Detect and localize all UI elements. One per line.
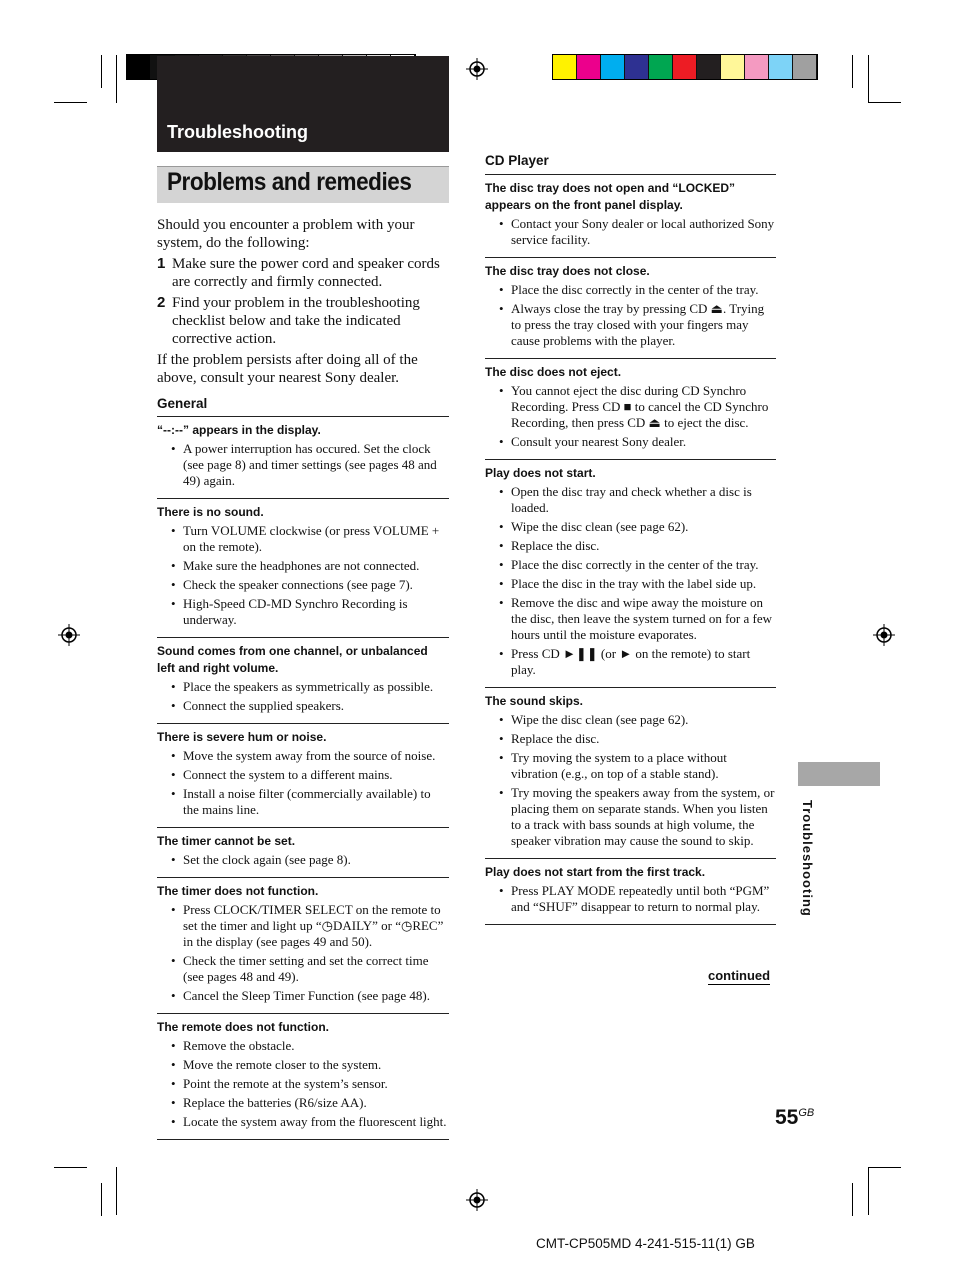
color-swatch (625, 55, 649, 79)
remedy-item: • Place the disc correctly in the center of the tray. (485, 557, 776, 573)
remedy-list (485, 216, 776, 248)
remedy-item: • Replace the disc. (485, 731, 776, 747)
remedy-list (485, 712, 776, 849)
remedy-item: • Connect the supplied speakers. (157, 698, 449, 714)
remedy-item: • Install a noise filter (commercially available) to the mains line. (157, 786, 449, 818)
page-number-suffix: GB (798, 1107, 815, 1119)
remedy-item: • Locate the system away from the fluorescent light. (157, 1114, 449, 1130)
remedy-list (485, 383, 776, 450)
problem-heading: The timer does not function. (157, 884, 319, 898)
general-problem-list (157, 417, 449, 1140)
color-swatch (127, 55, 151, 79)
remedy-item: • Wipe the disc clean (see page 62). (485, 712, 776, 728)
remedy-item: • Press CD ►❚❚ (or ► on the remote) to start play. (485, 646, 776, 678)
problem-block (157, 828, 449, 878)
problem-block (157, 638, 449, 724)
remedy-list (485, 484, 776, 678)
remedy-item: • Consult your nearest Sony dealer. (485, 434, 776, 450)
crop-mark (868, 102, 901, 103)
problem-heading: The sound skips. (485, 694, 584, 708)
problem-block (485, 460, 776, 688)
side-tab-label: Troubleshooting (800, 800, 815, 917)
remedy-item: • Try moving the system to a place without vibration (e.g., on top of a stable stand). (485, 750, 776, 782)
remedy-item: • Place the disc correctly in the center of the tray. (485, 282, 776, 298)
color-calibration-bar (552, 54, 818, 80)
remedy-item: • Always close the tray by pressing CD ⏏. Trying to press the tray closed with your fingers may cause problems with the player. (485, 301, 776, 349)
crop-mark (868, 1167, 901, 1168)
remedy-item: • Check the timer setting and set the correct time (see pages 48 and 49). (157, 953, 449, 985)
problem-block (485, 175, 776, 258)
remedy-item: • Open the disc tray and check whether a disc is loaded. (485, 484, 776, 516)
continued-label: continued (708, 968, 771, 983)
color-swatch (673, 55, 697, 79)
footer-code: CMT-CP505MD 4-241-515-11(1) GB (536, 1236, 755, 1251)
color-swatch (577, 55, 601, 79)
remedy-list (157, 679, 449, 714)
remedy-item: • Replace the batteries (R6/size AA). (157, 1095, 449, 1111)
crop-mark (101, 55, 102, 88)
remedy-item: • Contact your Sony dealer or local authorized Sony service facility. (485, 216, 776, 248)
problem-block (157, 724, 449, 828)
problem-block (157, 499, 449, 638)
remedy-item: • Check the speaker connections (see page 7). (157, 577, 449, 593)
problem-block (485, 258, 776, 359)
step-2 (157, 294, 449, 348)
remedy-list (157, 852, 449, 868)
problem-heading: The remote does not function. (157, 1020, 330, 1034)
left-column (157, 216, 449, 1140)
problem-heading: The timer cannot be set. (157, 834, 296, 848)
crop-mark (54, 1167, 87, 1168)
problem-heading: Play does not start from the first track. (485, 865, 706, 879)
step-text: Find your problem in the troubleshooting checklist below and take the indicated corrective action. (172, 295, 420, 347)
remedy-list (485, 282, 776, 349)
remedy-item: • Press PLAY MODE repeatedly until both “PGM” and “SHUF” disappear to return to normal play. (485, 883, 776, 915)
remedy-item: • Move the system away from the source of noise. (157, 748, 449, 764)
crop-mark (868, 1167, 869, 1215)
crop-mark (852, 55, 853, 88)
remedy-item: • Press CLOCK/TIMER SELECT on the remote to set the timer and light up “◷DAILY” or “◷REC” in the display (see pages 49 and 50). (157, 902, 449, 950)
remedy-item: • Connect the system to a different mains. (157, 767, 449, 783)
registration-mark-icon (58, 624, 80, 646)
remedy-item: • You cannot eject the disc during CD Synchro Recording. Press CD ■ to cancel the CD Synchro Recording, then press CD ⏏ to eject the disc. (485, 383, 776, 431)
side-tab (798, 762, 880, 786)
problem-block (157, 417, 449, 499)
right-column (485, 153, 776, 925)
remedy-item: • Turn VOLUME clockwise (or press VOLUME + on the remote). (157, 523, 449, 555)
step-number: 1 (157, 255, 166, 272)
intro-lead: Should you encounter a problem with your system, do the following: (157, 217, 415, 251)
color-swatch (793, 55, 817, 79)
step-number: 2 (157, 294, 166, 311)
step-1 (157, 255, 449, 291)
problem-heading: There is no sound. (157, 505, 264, 519)
remedy-item: • Make sure the headphones are not connected. (157, 558, 449, 574)
remedy-item: • A power interruption has occured. Set the clock (see page 8) and timer settings (see pages 48 and 49) again. (157, 441, 449, 489)
remedy-item: • Remove the disc and wipe away the moisture on the disc, then leave the system turned on for a few hours until the moisture evaporates. (485, 595, 776, 643)
problem-heading: The disc tray does not close. (485, 264, 650, 278)
registration-mark-icon (466, 58, 488, 80)
crop-mark (116, 1167, 117, 1215)
step-text: Make sure the power cord and speaker cords are correctly and firmly connected. (172, 256, 440, 290)
remedy-item: • Set the clock again (see page 8). (157, 852, 449, 868)
crop-mark (852, 1183, 853, 1216)
remedy-list (157, 523, 449, 628)
problem-heading: There is severe hum or noise. (157, 730, 327, 744)
intro-closing: If the problem persists after doing all of the above, consult your nearest Sony dealer. (157, 352, 418, 386)
problem-heading: The disc tray does not open and “LOCKED” appears on the front panel display. (485, 181, 736, 212)
problem-block (157, 1014, 449, 1140)
section-title: Troubleshooting (167, 122, 308, 142)
color-swatch (697, 55, 721, 79)
registration-mark-icon (466, 1189, 488, 1211)
remedy-list (157, 748, 449, 818)
problem-block (157, 878, 449, 1014)
remedy-list (157, 902, 449, 1004)
remedy-item: • Point the remote at the system’s sensor. (157, 1076, 449, 1092)
remedy-item: • Cancel the Sleep Timer Function (see page 48). (157, 988, 449, 1004)
general-heading: General (157, 396, 208, 411)
remedy-list (157, 1038, 449, 1130)
color-swatch (721, 55, 745, 79)
remedy-item: • High-Speed CD-MD Synchro Recording is underway. (157, 596, 449, 628)
page-number (775, 1106, 814, 1130)
remedy-list (157, 441, 449, 489)
remedy-item: • Try moving the speakers away from the system, or placing them on separate stands. When you listen to a track with bass sounds at high volume, the speaker vibration may cause the sound to skip. (485, 785, 776, 849)
problem-block (485, 859, 776, 925)
problem-heading: “--:--” appears in the display. (157, 423, 321, 437)
cd-problem-list (485, 175, 776, 925)
problem-heading: Play does not start. (485, 466, 596, 480)
color-swatch (769, 55, 793, 79)
crop-mark (54, 102, 87, 103)
remedy-item: • Remove the obstacle. (157, 1038, 449, 1054)
cd-player-heading: CD Player (485, 153, 549, 168)
remedy-item: • Place the disc in the tray with the label side up. (485, 576, 776, 592)
remedy-item: • Place the speakers as symmetrically as possible. (157, 679, 449, 695)
remedy-item: • Move the remote closer to the system. (157, 1057, 449, 1073)
problem-heading: The disc does not eject. (485, 365, 622, 379)
color-swatch (553, 55, 577, 79)
remedy-list (485, 883, 776, 915)
color-swatch (649, 55, 673, 79)
page-title: Problems and remedies (167, 168, 412, 196)
color-swatch (601, 55, 625, 79)
problem-block (485, 359, 776, 460)
problem-heading: Sound comes from one channel, or unbalanced left and right volume. (157, 644, 428, 675)
registration-mark-icon (873, 624, 895, 646)
page-number-value: 55 (775, 1106, 799, 1129)
crop-mark (101, 1183, 102, 1216)
remedy-item: • Wipe the disc clean (see page 62). (485, 519, 776, 535)
crop-mark (868, 55, 869, 103)
color-swatch (745, 55, 769, 79)
remedy-item: • Replace the disc. (485, 538, 776, 554)
problem-block (485, 688, 776, 859)
intro (157, 216, 449, 387)
crop-mark (116, 55, 117, 103)
